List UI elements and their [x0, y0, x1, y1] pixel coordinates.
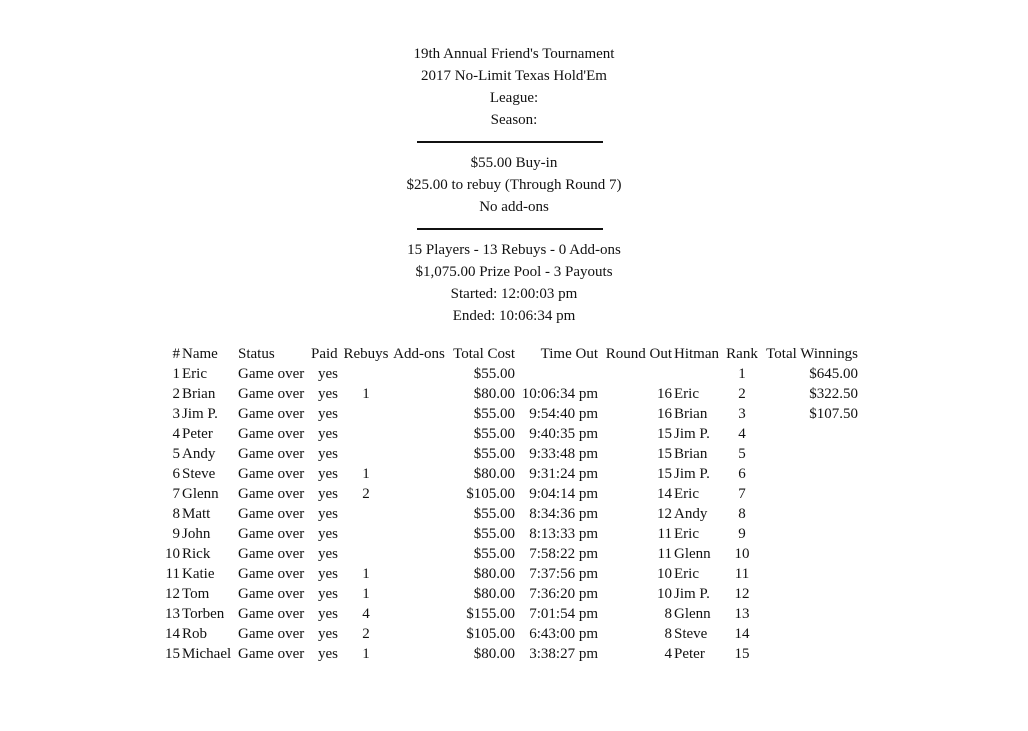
col-header-paid: Paid: [311, 346, 338, 362]
player-name: Rob: [182, 626, 208, 642]
addons-count: [391, 424, 447, 444]
player-name: Eric: [182, 366, 207, 382]
col-header-round-out: Round Out: [605, 346, 672, 362]
round-out: 15: [657, 446, 672, 462]
total-cost: $55.00: [473, 426, 515, 442]
player-number: 4: [172, 426, 180, 442]
table-header-row: [164, 344, 858, 364]
time-out: 9:31:24 pm: [529, 466, 598, 482]
total-winnings: $645.00: [809, 366, 858, 382]
paid-status: yes: [318, 506, 338, 522]
player-number: 1: [172, 366, 180, 382]
hitman-name: Glenn: [674, 606, 711, 622]
total-cost: $55.00: [473, 446, 515, 462]
hitman-name: Brian: [674, 446, 708, 462]
rank: 14: [734, 626, 750, 642]
rank: 15: [734, 646, 750, 662]
rank: 4: [738, 426, 746, 442]
col-header-addons: Add-ons: [393, 346, 445, 362]
player-name: Steve: [182, 466, 216, 482]
player-status: Game over: [238, 426, 305, 442]
paid-status: yes: [318, 586, 338, 602]
player-number: 2: [172, 386, 180, 402]
hitman-name: Glenn: [674, 546, 711, 562]
total-winnings: $322.50: [809, 386, 858, 402]
table-row: [164, 544, 858, 564]
rank: 11: [734, 566, 750, 582]
addons-count: [391, 464, 447, 484]
player-status: Game over: [238, 566, 305, 582]
time-out: 7:37:56 pm: [529, 566, 598, 582]
player-number: 6: [172, 466, 180, 482]
hitman-name: Andy: [674, 506, 708, 522]
rebuy-text: $25.00 to rebuy (Through Round 7): [406, 177, 622, 193]
total-cost: $55.00: [473, 506, 515, 522]
round-out: [598, 364, 672, 384]
paid-status: yes: [318, 626, 338, 642]
time-out: 8:34:36 pm: [529, 506, 598, 522]
total-winnings: [758, 524, 858, 544]
player-name: Matt: [182, 506, 211, 522]
rank: 1: [738, 366, 746, 382]
player-name: Rick: [182, 546, 211, 562]
total-winnings: [758, 504, 858, 524]
paid-status: yes: [318, 486, 338, 502]
player-name: Brian: [182, 386, 216, 402]
divider: [417, 141, 603, 143]
addons-count: [391, 384, 447, 404]
total-cost: $55.00: [473, 546, 515, 562]
round-out: 4: [664, 646, 672, 662]
player-number: 15: [165, 646, 180, 662]
player-number: 13: [165, 606, 180, 622]
paid-status: yes: [318, 426, 338, 442]
player-number: 14: [165, 626, 180, 642]
time-out: 3:38:27 pm: [529, 646, 598, 662]
rebuys-count: [341, 424, 391, 444]
table-row: [164, 464, 858, 484]
time-out: [515, 364, 598, 384]
player-number: 3: [172, 406, 180, 422]
rank: 8: [738, 506, 746, 522]
paid-status: yes: [318, 606, 338, 622]
results-table: [164, 344, 858, 664]
rank: 10: [734, 546, 750, 562]
table-row: [164, 604, 858, 624]
table-row: [164, 624, 858, 644]
round-out: 15: [657, 466, 672, 482]
divider: [417, 228, 603, 230]
table-row: [164, 484, 858, 504]
round-out: 10: [657, 566, 672, 582]
addons-count: [391, 544, 447, 564]
time-out: 10:06:34 pm: [521, 386, 598, 402]
hitman-name: Eric: [674, 386, 699, 402]
time-out: 9:33:48 pm: [529, 446, 598, 462]
round-out: 11: [657, 546, 672, 562]
started-text: Started: 12:00:03 pm: [450, 286, 578, 302]
col-header-rebuys: Rebuys: [343, 346, 389, 362]
total-winnings: [758, 544, 858, 564]
hitman-name: Jim P.: [674, 466, 710, 482]
total-winnings: [758, 424, 858, 444]
rebuys-count: [341, 504, 391, 524]
paid-status: yes: [318, 446, 338, 462]
addons-count: [391, 504, 447, 524]
round-out: 14: [657, 486, 672, 502]
time-out: 9:04:14 pm: [529, 486, 598, 502]
col-header-name: Name: [182, 346, 218, 362]
paid-status: yes: [318, 546, 338, 562]
table-row: [164, 424, 858, 444]
total-cost: $80.00: [473, 586, 515, 602]
total-winnings: [758, 644, 858, 664]
hitman-name: Jim P.: [674, 586, 710, 602]
rebuys-count: 1: [362, 586, 370, 602]
time-out: 7:36:20 pm: [529, 586, 598, 602]
player-name: John: [182, 526, 211, 542]
rebuys-count: [341, 524, 391, 544]
rank: 6: [738, 466, 746, 482]
paid-status: yes: [318, 386, 338, 402]
tournament-summary: [0, 239, 1028, 327]
player-status: Game over: [238, 626, 305, 642]
time-out: 6:43:00 pm: [529, 626, 598, 642]
rebuys-count: 2: [362, 486, 370, 502]
paid-status: yes: [318, 366, 338, 382]
player-name: Jim P.: [182, 406, 218, 422]
round-out: 12: [657, 506, 672, 522]
table-row: [164, 404, 858, 424]
total-winnings: [758, 484, 858, 504]
hitman-name: Jim P.: [674, 426, 710, 442]
player-number: 12: [165, 586, 180, 602]
tournament-title: 19th Annual Friend's Tournament: [413, 46, 615, 62]
rank: 3: [738, 406, 746, 422]
player-name: Peter: [182, 426, 213, 442]
player-status: Game over: [238, 526, 305, 542]
buyin-info: [0, 152, 1028, 218]
total-cost: $80.00: [473, 646, 515, 662]
player-number: 9: [172, 526, 180, 542]
round-out: 8: [664, 606, 672, 622]
player-status: Game over: [238, 406, 305, 422]
player-status: Game over: [238, 586, 305, 602]
rebuys-count: 1: [362, 466, 370, 482]
paid-status: yes: [318, 406, 338, 422]
rebuys-count: [341, 404, 391, 424]
rebuys-count: [341, 544, 391, 564]
total-cost: $105.00: [466, 486, 515, 502]
total-winnings: [758, 584, 858, 604]
col-header-num: #: [172, 346, 180, 362]
total-winnings: $107.50: [809, 406, 858, 422]
table-row: [164, 644, 858, 664]
hitman-name: Eric: [674, 566, 699, 582]
prize-pool-text: $1,075.00 Prize Pool - 3 Payouts: [415, 264, 613, 280]
addons-count: [391, 524, 447, 544]
rebuys-count: 4: [362, 606, 370, 622]
player-number: 10: [165, 546, 180, 562]
round-out: 11: [657, 526, 672, 542]
rebuys-count: 1: [362, 566, 370, 582]
time-out: 7:01:54 pm: [529, 606, 598, 622]
player-status: Game over: [238, 506, 305, 522]
rebuys-count: 1: [362, 386, 370, 402]
addons-text: No add-ons: [479, 199, 549, 215]
hitman-name: Steve: [674, 626, 708, 642]
player-number: 7: [172, 486, 180, 502]
league-label: League:: [489, 90, 539, 106]
buyin-text: $55.00 Buy-in: [470, 155, 558, 171]
player-number: 5: [172, 446, 180, 462]
paid-status: yes: [318, 466, 338, 482]
total-cost: $80.00: [473, 386, 515, 402]
player-status: Game over: [238, 366, 305, 382]
time-out: 8:13:33 pm: [529, 526, 598, 542]
total-cost: $105.00: [466, 626, 515, 642]
time-out: 9:40:35 pm: [529, 426, 598, 442]
tournament-subtitle: 2017 No-Limit Texas Hold'Em: [421, 68, 607, 84]
rebuys-count: 2: [362, 626, 370, 642]
ended-text: Ended: 10:06:34 pm: [452, 308, 576, 324]
round-out: 15: [657, 426, 672, 442]
col-header-hitman: Hitman: [674, 346, 719, 362]
table-row: [164, 584, 858, 604]
col-header-rank: Rank: [726, 346, 758, 362]
time-out: 7:58:22 pm: [529, 546, 598, 562]
total-cost: $55.00: [473, 366, 515, 382]
table-row: [164, 564, 858, 584]
season-label: Season:: [490, 112, 538, 128]
col-header-total-cost: Total Cost: [453, 346, 515, 362]
player-status: Game over: [238, 486, 305, 502]
player-name: Glenn: [182, 486, 219, 502]
total-winnings: [758, 444, 858, 464]
addons-count: [391, 604, 447, 624]
total-winnings: [758, 564, 858, 584]
hitman-name: [672, 364, 726, 384]
addons-count: [391, 484, 447, 504]
player-status: Game over: [238, 386, 305, 402]
round-out: 10: [657, 586, 672, 602]
player-status: Game over: [238, 446, 305, 462]
paid-status: yes: [318, 646, 338, 662]
summary-text: 15 Players - 13 Rebuys - 0 Add-ons: [407, 242, 621, 258]
paid-status: yes: [318, 566, 338, 582]
total-cost: $80.00: [473, 566, 515, 582]
total-winnings: [758, 464, 858, 484]
rank: 12: [734, 586, 750, 602]
addons-count: [391, 644, 447, 664]
player-name: Katie: [182, 566, 215, 582]
addons-count: [391, 364, 447, 384]
table-row: [164, 444, 858, 464]
total-cost: $80.00: [473, 466, 515, 482]
player-name: Andy: [182, 446, 216, 462]
total-winnings: [758, 624, 858, 644]
rank: 9: [738, 526, 746, 542]
hitman-name: Eric: [674, 486, 699, 502]
round-out: 8: [664, 626, 672, 642]
rebuys-count: [341, 444, 391, 464]
total-cost: $55.00: [473, 406, 515, 422]
hitman-name: Brian: [674, 406, 708, 422]
time-out: 9:54:40 pm: [529, 406, 598, 422]
rebuys-count: 1: [362, 646, 370, 662]
table-row: [164, 524, 858, 544]
addons-count: [391, 404, 447, 424]
paid-status: yes: [318, 526, 338, 542]
rank: 7: [738, 486, 746, 502]
total-cost: $155.00: [466, 606, 515, 622]
round-out: 16: [657, 406, 672, 422]
total-cost: $55.00: [473, 526, 515, 542]
rank: 13: [734, 606, 750, 622]
addons-count: [391, 584, 447, 604]
addons-count: [391, 624, 447, 644]
table-row: [164, 504, 858, 524]
col-header-status: Status: [238, 346, 275, 362]
hitman-name: Peter: [674, 646, 705, 662]
player-name: Michael: [182, 646, 232, 662]
player-status: Game over: [238, 646, 305, 662]
total-winnings: [758, 604, 858, 624]
player-status: Game over: [238, 606, 305, 622]
col-header-total-winnings: Total Winnings: [766, 346, 858, 362]
rank: 2: [738, 386, 746, 402]
tournament-header: [0, 43, 1028, 131]
round-out: 16: [657, 386, 672, 402]
hitman-name: Eric: [674, 526, 699, 542]
table-row: [164, 384, 858, 404]
player-name: Torben: [182, 606, 225, 622]
player-name: Tom: [182, 586, 210, 602]
addons-count: [391, 444, 447, 464]
player-status: Game over: [238, 546, 305, 562]
rebuys-count: [341, 364, 391, 384]
addons-count: [391, 564, 447, 584]
player-status: Game over: [238, 466, 305, 482]
table-row: [164, 364, 858, 384]
rank: 5: [738, 446, 746, 462]
col-header-time-out: Time Out: [540, 346, 598, 362]
player-number: 8: [172, 506, 180, 522]
player-number: 11: [165, 566, 180, 582]
